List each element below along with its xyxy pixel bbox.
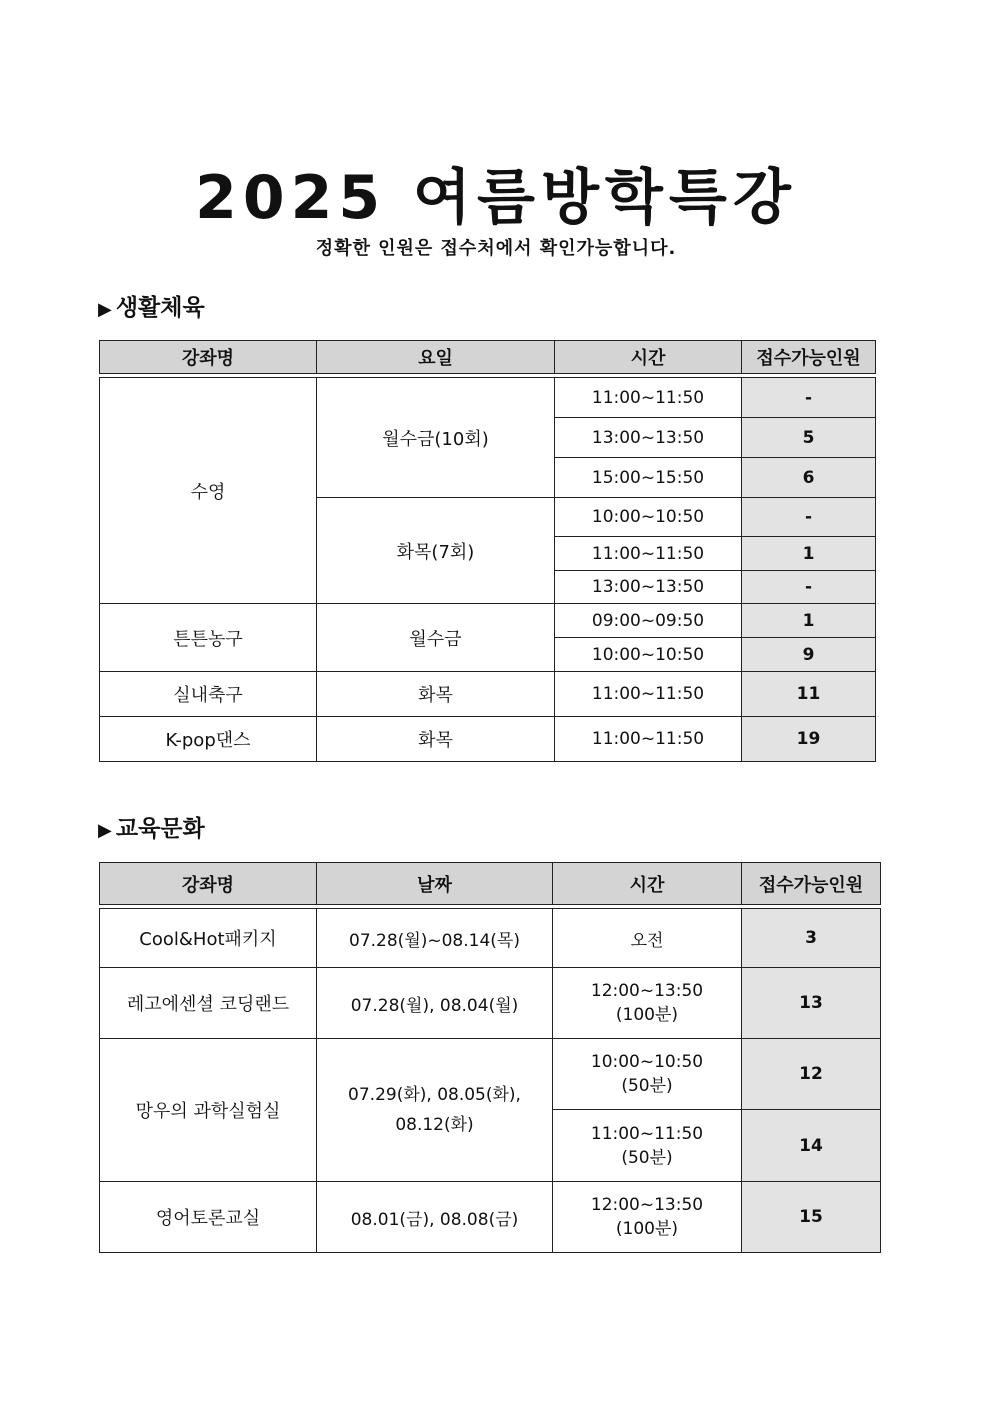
seats-available: 14 — [742, 1110, 881, 1182]
seats-available: 12 — [742, 1039, 881, 1110]
course-name: 레고에센셜 코딩랜드 — [100, 968, 317, 1039]
table-row — [100, 378, 876, 418]
seats-available: 19 — [742, 717, 876, 762]
course-date: 07.29(화), 08.05(화), — [348, 1085, 521, 1105]
course-time: 10:00~10:50 — [555, 498, 742, 537]
course-day: 화목(7회) — [317, 498, 555, 604]
header-time: 시간 — [553, 863, 742, 905]
seats-available: 3 — [742, 909, 881, 968]
table-header-row — [100, 863, 881, 905]
course-name: 영어토론교실 — [100, 1182, 317, 1253]
course-time-cell — [553, 968, 742, 1039]
course-duration: (50분) — [621, 1147, 673, 1168]
seats-available: - — [742, 378, 876, 418]
course-day: 월수금(10회) — [317, 378, 555, 498]
seats-available: - — [742, 498, 876, 537]
course-time-cell — [553, 1110, 742, 1182]
seats-available: 1 — [742, 537, 876, 571]
course-time: 09:00~09:50 — [555, 604, 742, 638]
course-time: 13:00~13:50 — [555, 418, 742, 458]
course-time: 13:00~13:50 — [555, 571, 742, 604]
course-name: 실내축구 — [100, 672, 317, 717]
course-time-cell — [553, 1182, 742, 1253]
course-time: 11:00~11:50 — [555, 537, 742, 571]
course-time: 15:00~15:50 — [555, 458, 742, 498]
course-name: 망우의 과학실험실 — [100, 1039, 317, 1182]
triangle-bullet-icon: ▶ — [98, 820, 112, 841]
header-day: 요일 — [317, 341, 555, 374]
course-date: 07.28(월)~08.14(목) — [317, 909, 553, 968]
section-heading-label: 생활체육 — [115, 295, 205, 321]
course-time: 11:00~11:50 — [555, 717, 742, 762]
course-duration: (100분) — [615, 1219, 679, 1239]
culture-table — [99, 862, 881, 1253]
table-row — [100, 604, 876, 638]
seats-available: 11 — [742, 672, 876, 717]
course-time: 12:00~13:50 — [590, 981, 704, 1001]
header-seats: 접수가능인원 — [742, 863, 881, 905]
course-day: 화목 — [317, 672, 555, 717]
table-row — [100, 717, 876, 762]
course-time: 11:00~11:50 — [555, 378, 742, 418]
triangle-bullet-icon: ▶ — [98, 299, 112, 320]
course-time: 10:00~10:50 — [555, 638, 742, 672]
header-time: 시간 — [555, 341, 742, 374]
table-row — [100, 1182, 881, 1253]
table-header-row — [100, 341, 876, 374]
section-heading-culture — [98, 814, 205, 846]
course-time: 11:00~11:50 — [590, 1123, 704, 1144]
course-time: 12:00~13:50 — [590, 1195, 704, 1215]
header-course: 강좌명 — [100, 863, 317, 905]
seats-available: 15 — [742, 1182, 881, 1253]
course-date-cont: 08.12(화) — [395, 1115, 474, 1135]
section-heading-label: 교육문화 — [115, 816, 205, 842]
table-row — [100, 1039, 881, 1110]
course-date-cell — [317, 1039, 553, 1182]
header-date: 날짜 — [317, 863, 553, 905]
course-time-cell — [553, 1039, 742, 1110]
table-row — [100, 968, 881, 1039]
seats-available: - — [742, 571, 876, 604]
course-name: 튼튼농구 — [100, 604, 317, 672]
course-duration: (100분) — [615, 1005, 679, 1025]
course-name: 수영 — [100, 378, 317, 604]
section-heading-sports — [98, 293, 205, 325]
header-seats: 접수가능인원 — [742, 341, 876, 374]
table-row — [100, 909, 881, 968]
course-time: 10:00~10:50 — [590, 1052, 704, 1072]
course-date: 08.01(금), 08.08(금) — [317, 1182, 553, 1253]
header-course: 강좌명 — [100, 341, 317, 374]
course-time: 오전 — [553, 909, 742, 968]
table-row — [100, 672, 876, 717]
sports-table — [99, 340, 876, 762]
course-time: 11:00~11:50 — [555, 672, 742, 717]
course-date: 07.28(월), 08.04(월) — [317, 968, 553, 1039]
course-day: 화목 — [317, 717, 555, 762]
page-subtitle: 정확한 인원은 접수처에서 확인가능합니다. — [315, 238, 677, 259]
course-day: 월수금 — [317, 604, 555, 672]
course-name: Cool&Hot패키지 — [100, 909, 317, 968]
seats-available: 5 — [742, 418, 876, 458]
seats-available: 13 — [742, 968, 881, 1039]
seats-available: 6 — [742, 458, 876, 498]
page-title: 2025 여름방학특강 — [195, 163, 797, 233]
seats-available: 1 — [742, 604, 876, 638]
seats-available: 9 — [742, 638, 876, 672]
course-name: K-pop댄스 — [100, 717, 317, 762]
course-duration: (50분) — [621, 1076, 673, 1096]
